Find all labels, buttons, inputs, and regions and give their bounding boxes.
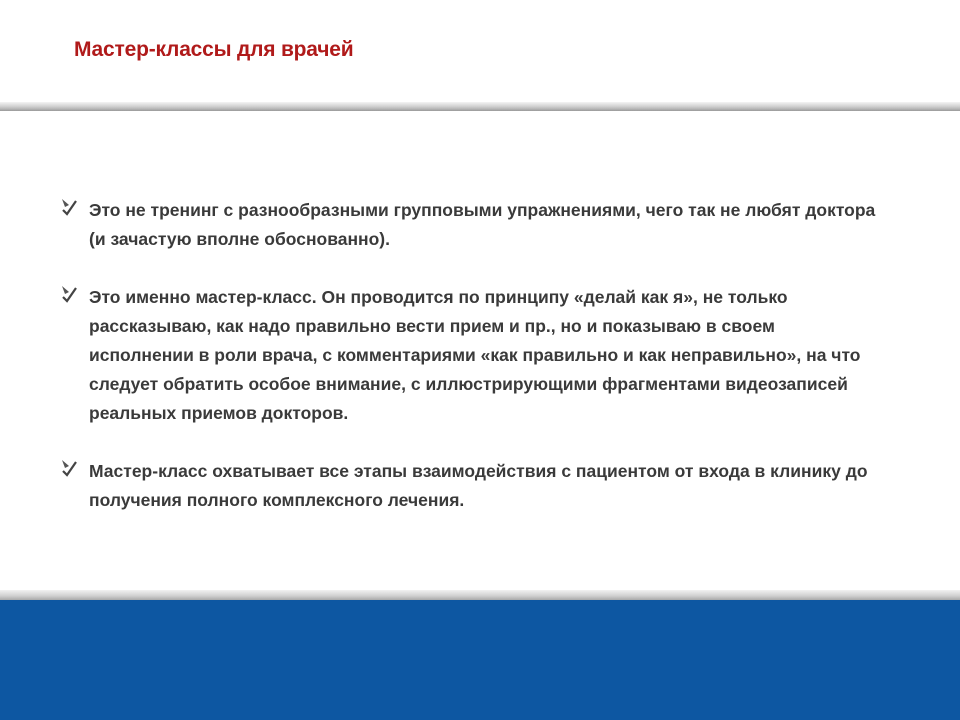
bullet-item	[60, 196, 880, 254]
footer-band	[0, 600, 960, 720]
slide-title: Мастер-классы для врачей	[74, 38, 354, 61]
arrow-check-icon	[61, 285, 77, 303]
bullet-list	[60, 196, 880, 544]
bullet-text: Мастер-класс охватывает все этапы взаимодействия с пациентом от входа в клинику до получения полного комплексного лечения.	[89, 461, 868, 510]
slide-header	[0, 0, 960, 104]
bullet-text: Это именно мастер-класс. Он проводится по принципу «делай как я», не только рассказываю, как надо правильно вести прием и пр., но и показываю в своем исполнении в роли врача, с комментариями «как правильно и как неправильно», на что следует обратить особое внимание, с иллюстрирующими фрагментами видеозаписей реальных приемов докторов.	[89, 287, 861, 423]
bullet-item	[60, 457, 880, 515]
arrow-check-icon	[61, 198, 77, 216]
bullet-item	[60, 283, 880, 428]
arrow-check-icon	[61, 459, 77, 477]
bullet-text: Это не тренинг с разнообразными групповыми упражнениями, чего так не любят доктора (и зачастую вполне обоснованно).	[89, 200, 876, 249]
footer-divider	[0, 590, 960, 600]
header-divider	[0, 102, 960, 111]
